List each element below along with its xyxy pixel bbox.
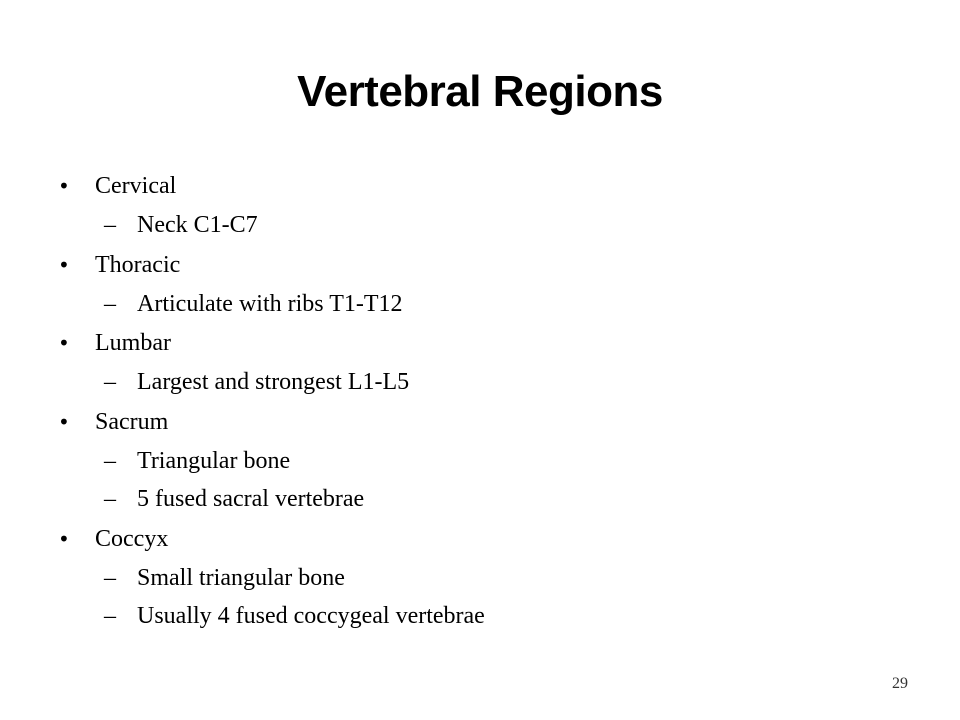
dash-icon: – [104,564,116,591]
sub-item [58,285,918,324]
sub-item-label: Articulate with ribs T1-T12 [137,290,403,317]
dash-icon: – [104,369,116,395]
sub-list-sacrum [58,442,918,519]
sub-item [58,363,918,402]
bullet-label: Coccyx [95,525,169,552]
bullet-item-thoracic [58,245,918,285]
bullet-item-sacrum [58,402,918,442]
bullet-icon: • [58,252,70,277]
sub-item-label: Neck C1-C7 [137,212,258,238]
sub-item-label: 5 fused sacral vertebrae [137,486,365,512]
dash-icon: – [104,290,116,317]
bullet-label: Sacrum [95,408,169,435]
dash-icon: – [104,486,116,512]
bullet-label: Cervical [95,173,177,199]
bullet-item-coccyx [58,519,918,559]
dash-icon: – [104,447,116,474]
sub-list-cervical [58,206,918,245]
sub-list-thoracic [58,285,918,324]
slide-title: Vertebral Regions [297,67,663,116]
page-number: 29 [892,675,908,692]
bullet-icon: • [58,409,70,434]
bullet-label: Thoracic [95,251,181,278]
sub-item [58,597,918,636]
sub-item [58,559,918,598]
sub-item [58,206,918,245]
sub-item [58,480,918,519]
bullet-label: Lumbar [95,330,171,356]
sub-list-lumbar [58,363,918,402]
bullet-list [58,166,918,636]
sub-item-label: Largest and strongest L1-L5 [137,369,410,395]
sub-item-label: Usually 4 fused coccygeal vertebrae [137,603,485,629]
sub-list-coccyx [58,559,918,636]
bullet-item-lumbar [58,323,918,363]
bullet-icon: • [58,331,70,355]
sub-item-label: Small triangular bone [137,564,345,591]
dash-icon: – [104,212,116,238]
bullet-item-cervical [58,166,918,206]
bullet-icon: • [58,526,70,551]
sub-item [58,442,918,481]
dash-icon: – [104,603,116,629]
sub-item-label: Triangular bone [137,447,291,474]
bullet-icon: • [58,174,70,198]
